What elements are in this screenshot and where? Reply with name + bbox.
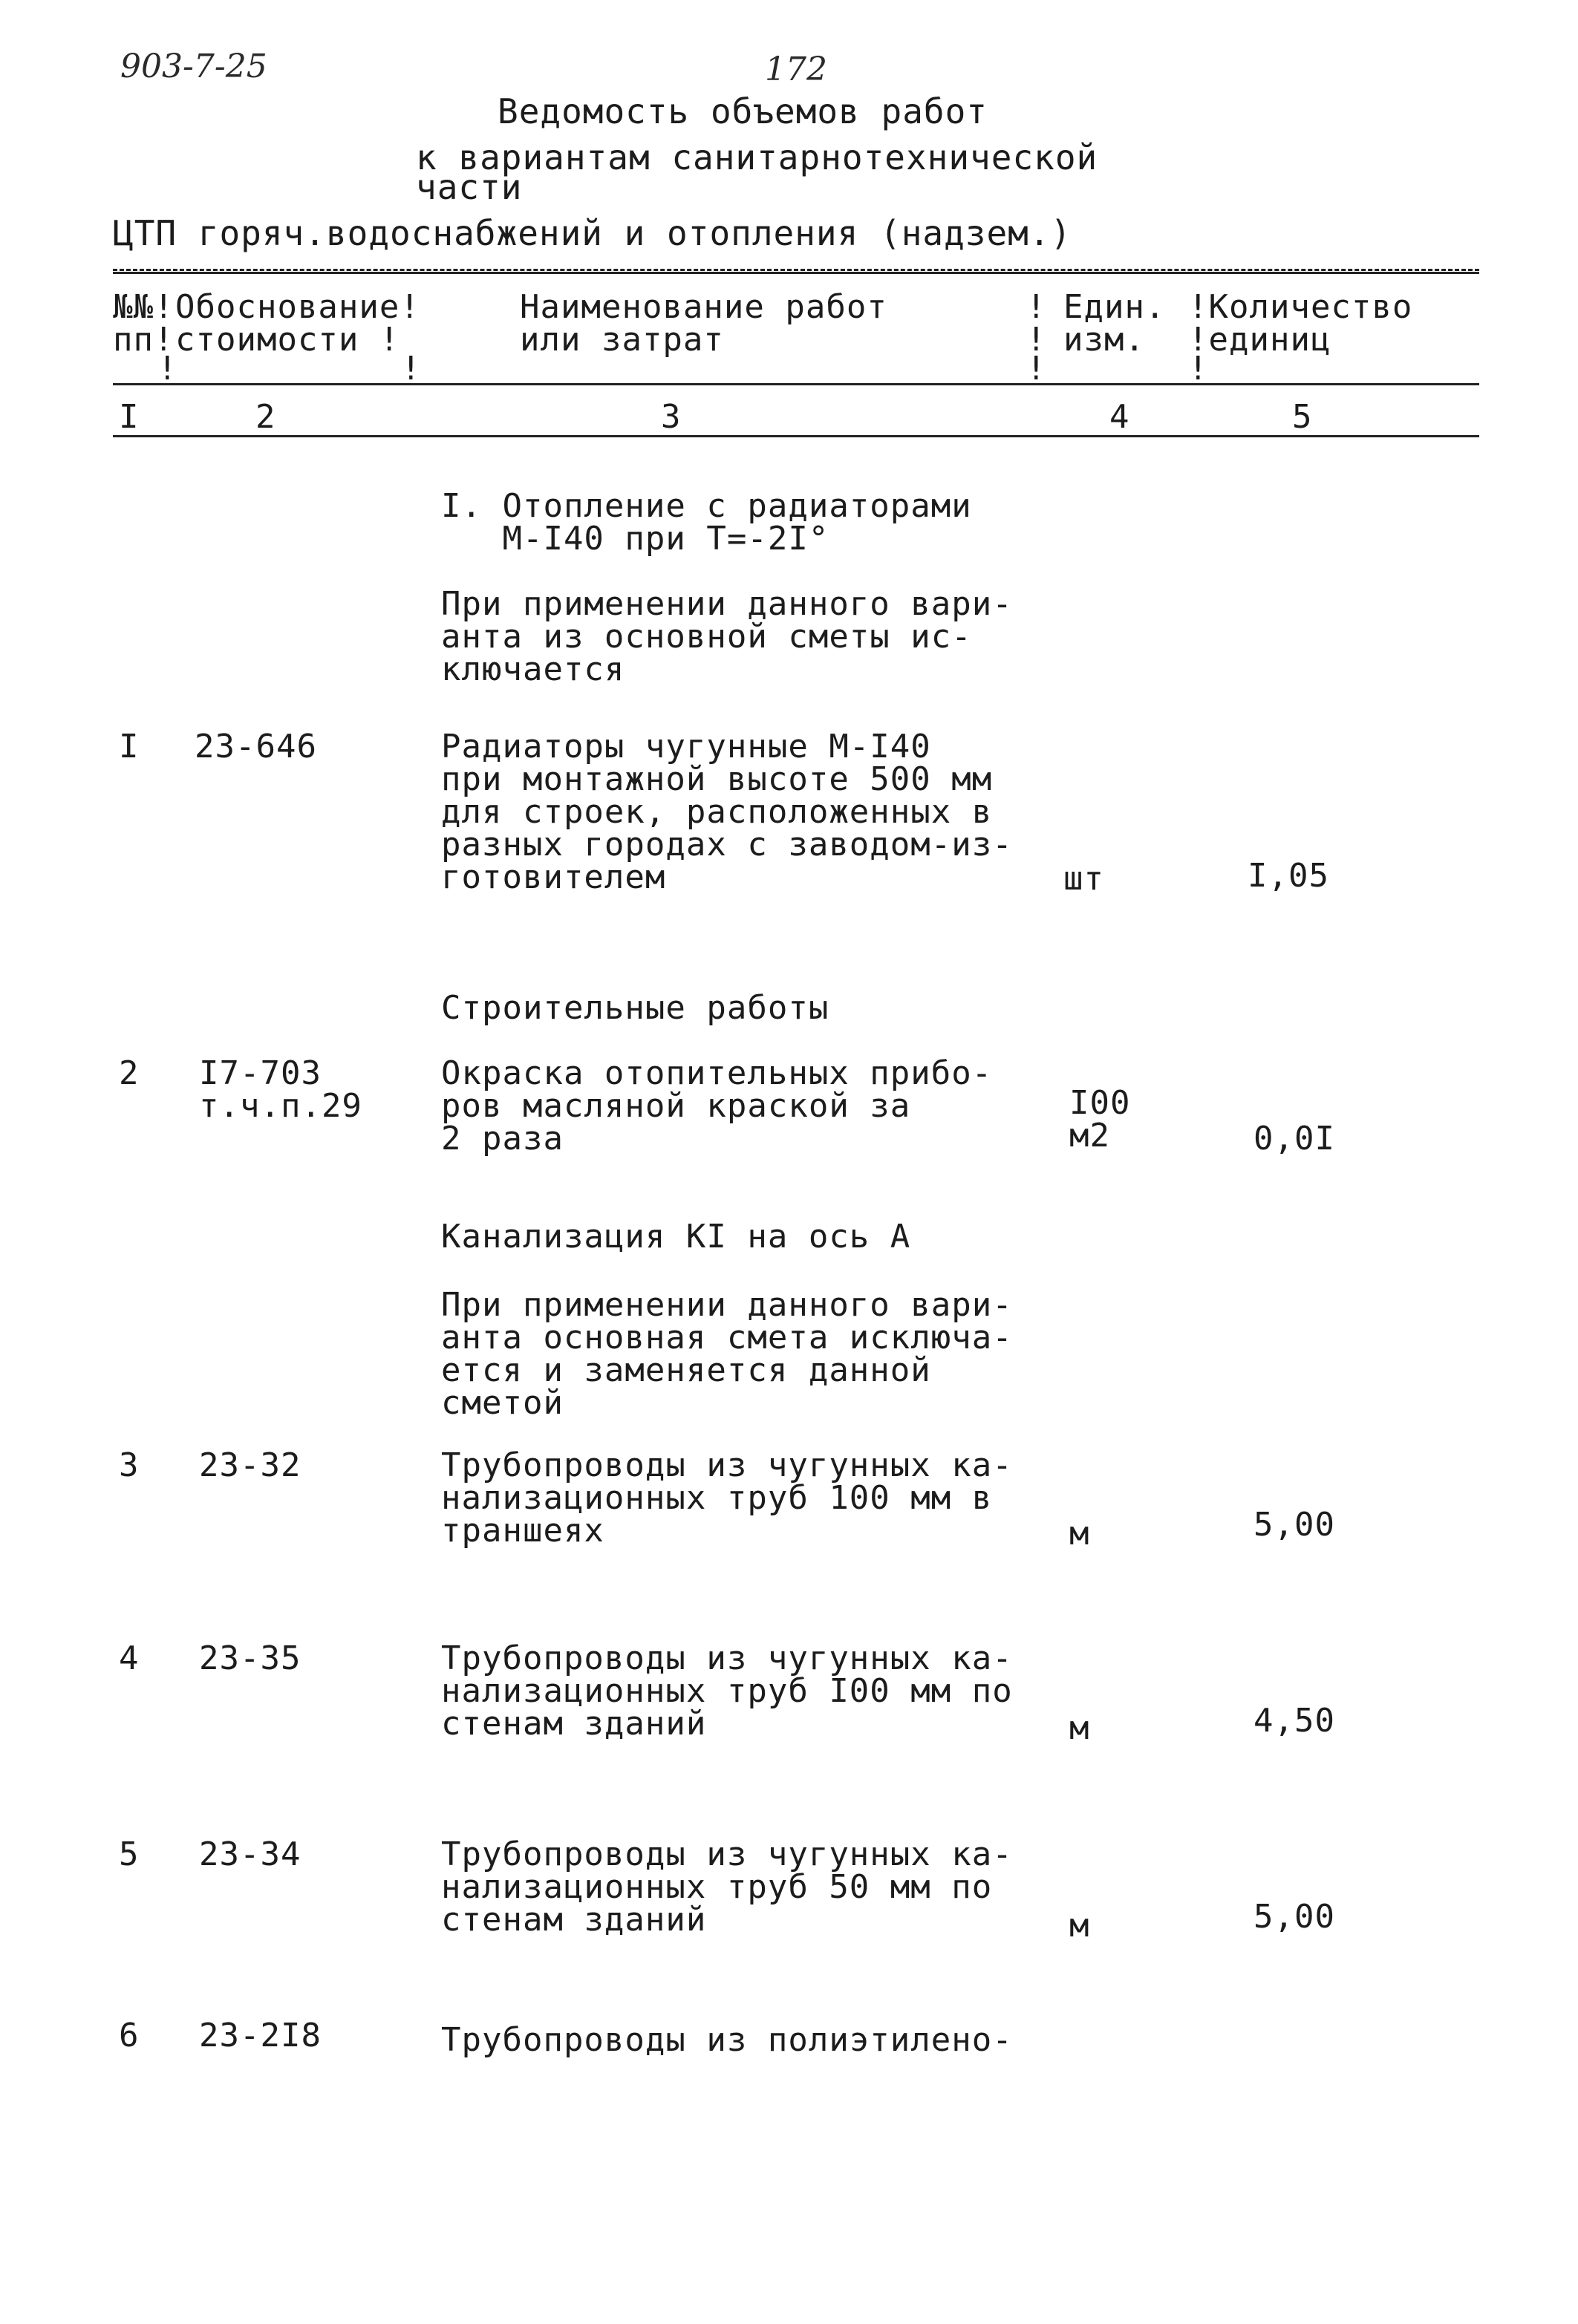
row-4-code: 23-35 xyxy=(199,1639,301,1677)
row-4-name: Трубопроводы из чугунных ка- нализационных труб I00 мм по стенам зданий xyxy=(441,1639,1013,1743)
column-number-5: 5 xyxy=(1292,398,1313,436)
section-note-sewer: При применении данного вари- анта основная смета исключа- ется и заменяется данной сметой xyxy=(441,1286,1013,1422)
header-top-rule xyxy=(113,269,1479,271)
column-number-2: 2 xyxy=(255,398,276,436)
row-2-unit: I00 м2 xyxy=(1069,1084,1131,1155)
row-4-qty: 4,50 xyxy=(1253,1702,1335,1740)
row-3-name: Трубопроводы из чугунных ка- нализационных труб 100 мм в траншеях xyxy=(441,1446,1013,1550)
column-number-3: 3 xyxy=(661,398,682,436)
row-6-number: 6 xyxy=(119,2017,140,2054)
row-6-code: 23-2I8 xyxy=(199,2017,322,2054)
row-6-name: Трубопроводы из полиэтилено- xyxy=(441,2021,1013,2059)
header-unit-separator: ! ! xyxy=(1026,288,1047,359)
header-top-rule-solid xyxy=(113,272,1479,274)
row-3-qty: 5,00 xyxy=(1253,1506,1335,1544)
row-1-number: I xyxy=(119,728,140,766)
header-basis: Обоснование! стоимости ! xyxy=(175,288,420,359)
document-title: Ведомость объемов работ xyxy=(498,91,988,131)
row-5-qty: 5,00 xyxy=(1253,1898,1335,1936)
row-1-unit: шт xyxy=(1063,860,1104,898)
header-tick: ! xyxy=(1026,350,1046,388)
header-name: Наименование работ или затрат xyxy=(520,288,887,359)
header-bottom-rule xyxy=(113,435,1479,437)
row-2-name: Окраска отопительных прибо- ров масляной краской за 2 раза xyxy=(441,1054,993,1158)
row-3-number: 3 xyxy=(119,1446,140,1484)
row-3-unit: м xyxy=(1069,1515,1090,1553)
row-3-code: 23-32 xyxy=(199,1446,301,1484)
row-1-name: Радиаторы чугунные М-I40 при монтажной высоте 500 мм для строек, расположенных в разных городах с заводом-из- готовителем xyxy=(441,728,1013,896)
header-tick: ! xyxy=(401,350,421,388)
page-number: 172 xyxy=(765,50,827,88)
header-num: №№! пп! xyxy=(113,288,175,359)
header-unit: Един. изм. xyxy=(1063,288,1166,359)
row-2-number: 2 xyxy=(119,1054,140,1092)
section-note-heating: При применении данного вари- анта из основной сметы ис- ключается xyxy=(441,585,1013,688)
object-line: ЦТП горяч.водоснабжений и отопления (надзем.) xyxy=(113,213,1072,253)
row-5-number: 5 xyxy=(119,1835,140,1873)
header-tick: ! xyxy=(157,350,177,388)
row-1-code: 23-646 xyxy=(195,728,317,766)
column-number-1: I xyxy=(119,398,140,436)
row-5-unit: м xyxy=(1069,1907,1090,1945)
row-1-qty: I,05 xyxy=(1248,857,1329,895)
row-5-name: Трубопроводы из чугунных ка- нализационных труб 50 мм по стенам зданий xyxy=(441,1835,1013,1939)
subheading-building-works: Строительные работы xyxy=(441,989,829,1027)
header-mid-rule xyxy=(113,383,1479,385)
row-4-number: 4 xyxy=(119,1639,140,1677)
column-number-4: 4 xyxy=(1109,398,1130,436)
row-5-code: 23-34 xyxy=(199,1835,301,1873)
header-qty: !Количество !единиц xyxy=(1188,288,1413,359)
document-subtitle: к вариантам санитарнотехнической части xyxy=(416,137,1098,207)
section-heading-sewer: Канализация КI на ось А xyxy=(441,1218,911,1256)
row-4-unit: м xyxy=(1069,1709,1090,1747)
row-2-qty: 0,0I xyxy=(1253,1120,1335,1158)
document-code: 903-7-25 xyxy=(120,48,267,85)
row-2-code: I7-703 т.ч.п.29 xyxy=(199,1054,362,1125)
section-heading-heating: I. Отопление с радиаторами М-I40 при Т=-2I° xyxy=(441,487,972,558)
header-tick: ! xyxy=(1188,350,1208,388)
